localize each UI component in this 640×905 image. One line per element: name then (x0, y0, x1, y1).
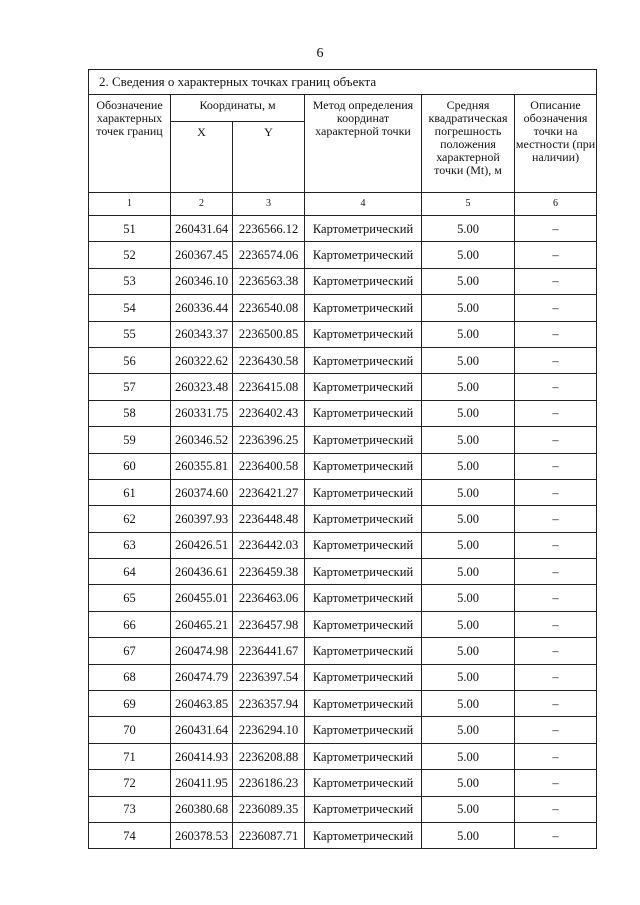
table-row (89, 374, 597, 400)
method-cell: Картометрический (305, 743, 422, 769)
x-coordinate-cell: 260436.61 (171, 559, 233, 585)
point-cell: 72 (89, 770, 171, 796)
y-coordinate-cell: 2236208.88 (233, 743, 305, 769)
method-cell: Картометрический (305, 506, 422, 532)
point-cell: 71 (89, 743, 171, 769)
error-cell: 5.00 (422, 295, 515, 321)
table-row (89, 664, 597, 690)
x-coordinate-cell: 260455.01 (171, 585, 233, 611)
method-cell: Картометрический (305, 347, 422, 373)
x-coordinate-cell: 260343.37 (171, 321, 233, 347)
table-row (89, 268, 597, 294)
error-cell: 5.00 (422, 559, 515, 585)
error-cell: 5.00 (422, 638, 515, 664)
y-coordinate-cell: 2236396.25 (233, 427, 305, 453)
y-coordinate-cell: 2236430.58 (233, 347, 305, 373)
point-cell: 65 (89, 585, 171, 611)
y-coordinate-cell: 2236448.48 (233, 506, 305, 532)
error-cell: 5.00 (422, 796, 515, 822)
table-row (89, 506, 597, 532)
method-cell: Картометрический (305, 400, 422, 426)
table-row (89, 453, 597, 479)
x-coordinate-cell: 260346.10 (171, 268, 233, 294)
header-method: Метод определения координат характерной точки (305, 95, 422, 193)
point-cell: 63 (89, 532, 171, 558)
x-coordinate-cell: 260336.44 (171, 295, 233, 321)
y-coordinate-cell: 2236357.94 (233, 691, 305, 717)
y-coordinate-cell: 2236574.06 (233, 242, 305, 268)
error-cell: 5.00 (422, 717, 515, 743)
table-row (89, 691, 597, 717)
column-number: 2 (171, 193, 233, 216)
description-cell: – (515, 770, 597, 796)
y-coordinate-cell: 2236415.08 (233, 374, 305, 400)
method-cell: Картометрический (305, 585, 422, 611)
description-cell: – (515, 268, 597, 294)
point-cell: 54 (89, 295, 171, 321)
method-cell: Картометрический (305, 611, 422, 637)
description-cell: – (515, 242, 597, 268)
description-cell: – (515, 664, 597, 690)
x-coordinate-cell: 260474.98 (171, 638, 233, 664)
table-row (89, 638, 597, 664)
y-coordinate-cell: 2236540.08 (233, 295, 305, 321)
page-number: 6 (316, 46, 324, 61)
y-coordinate-cell: 2236566.12 (233, 216, 305, 242)
x-coordinate-cell: 260322.62 (171, 347, 233, 373)
y-coordinate-cell: 2236441.67 (233, 638, 305, 664)
point-cell: 56 (89, 347, 171, 373)
y-coordinate-cell: 2236400.58 (233, 453, 305, 479)
header-description: Описание обозначения точки на местности (при наличии) (515, 95, 597, 193)
x-coordinate-cell: 260380.68 (171, 796, 233, 822)
point-cell: 69 (89, 691, 171, 717)
description-cell: – (515, 400, 597, 426)
error-cell: 5.00 (422, 216, 515, 242)
table-row (89, 427, 597, 453)
header-error: Средняя квадратическая погрешность положения характерной точки (Mt), м (422, 95, 515, 193)
point-cell: 51 (89, 216, 171, 242)
x-coordinate-cell: 260465.21 (171, 611, 233, 637)
point-cell: 61 (89, 479, 171, 505)
x-coordinate-cell: 260463.85 (171, 691, 233, 717)
x-coordinate-cell: 260378.53 (171, 822, 233, 848)
table-row (89, 295, 597, 321)
x-coordinate-cell: 260331.75 (171, 400, 233, 426)
method-cell: Картометрический (305, 268, 422, 294)
method-cell: Картометрический (305, 664, 422, 690)
y-coordinate-cell: 2236087.71 (233, 822, 305, 848)
point-cell: 74 (89, 822, 171, 848)
x-coordinate-cell: 260431.64 (171, 216, 233, 242)
error-cell: 5.00 (422, 743, 515, 769)
error-cell: 5.00 (422, 532, 515, 558)
error-cell: 5.00 (422, 242, 515, 268)
header-x: X (171, 122, 233, 193)
description-cell: – (515, 822, 597, 848)
x-coordinate-cell: 260414.93 (171, 743, 233, 769)
y-coordinate-cell: 2236459.38 (233, 559, 305, 585)
y-coordinate-cell: 2236294.10 (233, 717, 305, 743)
error-cell: 5.00 (422, 664, 515, 690)
y-coordinate-cell: 2236563.38 (233, 268, 305, 294)
description-cell: – (515, 295, 597, 321)
description-cell: – (515, 691, 597, 717)
error-cell: 5.00 (422, 347, 515, 373)
method-cell: Картометрический (305, 691, 422, 717)
table-row (89, 796, 597, 822)
error-cell: 5.00 (422, 268, 515, 294)
point-cell: 67 (89, 638, 171, 664)
point-cell: 64 (89, 559, 171, 585)
x-coordinate-cell: 260355.81 (171, 453, 233, 479)
point-cell: 55 (89, 321, 171, 347)
table-body (89, 216, 597, 849)
column-number: 3 (233, 193, 305, 216)
description-cell: – (515, 717, 597, 743)
method-cell: Картометрический (305, 295, 422, 321)
table-row (89, 532, 597, 558)
description-cell: – (515, 559, 597, 585)
method-cell: Картометрический (305, 532, 422, 558)
table-row (89, 559, 597, 585)
column-number: 1 (89, 193, 171, 216)
method-cell: Картометрический (305, 822, 422, 848)
method-cell: Картометрический (305, 242, 422, 268)
method-cell: Картометрический (305, 559, 422, 585)
table-row (89, 611, 597, 637)
y-coordinate-cell: 2236500.85 (233, 321, 305, 347)
error-cell: 5.00 (422, 453, 515, 479)
x-coordinate-cell: 260367.45 (171, 242, 233, 268)
method-cell: Картометрический (305, 374, 422, 400)
header-y: Y (233, 122, 305, 193)
method-cell: Картометрический (305, 216, 422, 242)
table-row (89, 479, 597, 505)
x-coordinate-cell: 260426.51 (171, 532, 233, 558)
header-point: Обозначение характерных точек границ (89, 95, 171, 193)
error-cell: 5.00 (422, 691, 515, 717)
x-coordinate-cell: 260323.48 (171, 374, 233, 400)
description-cell: – (515, 479, 597, 505)
x-coordinate-cell: 260431.64 (171, 717, 233, 743)
method-cell: Картометрический (305, 479, 422, 505)
point-cell: 66 (89, 611, 171, 637)
table-row (89, 242, 597, 268)
method-cell: Картометрический (305, 427, 422, 453)
description-cell: – (515, 585, 597, 611)
y-coordinate-cell: 2236421.27 (233, 479, 305, 505)
y-coordinate-cell: 2236457.98 (233, 611, 305, 637)
method-cell: Картометрический (305, 638, 422, 664)
table-row (89, 717, 597, 743)
table-row (89, 822, 597, 848)
error-cell: 5.00 (422, 479, 515, 505)
x-coordinate-cell: 260397.93 (171, 506, 233, 532)
error-cell: 5.00 (422, 506, 515, 532)
x-coordinate-cell: 260374.60 (171, 479, 233, 505)
characteristic-points-table (88, 69, 597, 849)
column-number: 6 (515, 193, 597, 216)
description-cell: – (515, 216, 597, 242)
method-cell: Картометрический (305, 796, 422, 822)
x-coordinate-cell: 260411.95 (171, 770, 233, 796)
table-row (89, 347, 597, 373)
point-cell: 70 (89, 717, 171, 743)
description-cell: – (515, 506, 597, 532)
point-cell: 60 (89, 453, 171, 479)
description-cell: – (515, 321, 597, 347)
method-cell: Картометрический (305, 321, 422, 347)
error-cell: 5.00 (422, 822, 515, 848)
method-cell: Картометрический (305, 717, 422, 743)
point-cell: 57 (89, 374, 171, 400)
description-cell: – (515, 611, 597, 637)
description-cell: – (515, 453, 597, 479)
y-coordinate-cell: 2236442.03 (233, 532, 305, 558)
point-cell: 68 (89, 664, 171, 690)
table-row (89, 400, 597, 426)
error-cell: 5.00 (422, 321, 515, 347)
method-cell: Картометрический (305, 770, 422, 796)
column-number-row (89, 193, 597, 216)
table-row (89, 321, 597, 347)
header-coordinates: Координаты, м (171, 95, 305, 122)
table-row (89, 216, 597, 242)
description-cell: – (515, 347, 597, 373)
method-cell: Картометрический (305, 453, 422, 479)
y-coordinate-cell: 2236402.43 (233, 400, 305, 426)
description-cell: – (515, 638, 597, 664)
table-row (89, 770, 597, 796)
point-cell: 59 (89, 427, 171, 453)
column-number: 5 (422, 193, 515, 216)
error-cell: 5.00 (422, 611, 515, 637)
point-cell: 73 (89, 796, 171, 822)
description-cell: – (515, 427, 597, 453)
error-cell: 5.00 (422, 427, 515, 453)
y-coordinate-cell: 2236186.23 (233, 770, 305, 796)
y-coordinate-cell: 2236089.35 (233, 796, 305, 822)
error-cell: 5.00 (422, 585, 515, 611)
table-row (89, 585, 597, 611)
error-cell: 5.00 (422, 770, 515, 796)
table-row (89, 743, 597, 769)
error-cell: 5.00 (422, 400, 515, 426)
point-cell: 58 (89, 400, 171, 426)
table-caption: 2. Сведения о характерных точках границ объекта (89, 70, 597, 95)
point-cell: 62 (89, 506, 171, 532)
point-cell: 53 (89, 268, 171, 294)
y-coordinate-cell: 2236463.06 (233, 585, 305, 611)
x-coordinate-cell: 260346.52 (171, 427, 233, 453)
description-cell: – (515, 743, 597, 769)
column-number: 4 (305, 193, 422, 216)
point-cell: 52 (89, 242, 171, 268)
description-cell: – (515, 374, 597, 400)
x-coordinate-cell: 260474.79 (171, 664, 233, 690)
description-cell: – (515, 532, 597, 558)
description-cell: – (515, 796, 597, 822)
error-cell: 5.00 (422, 374, 515, 400)
y-coordinate-cell: 2236397.54 (233, 664, 305, 690)
